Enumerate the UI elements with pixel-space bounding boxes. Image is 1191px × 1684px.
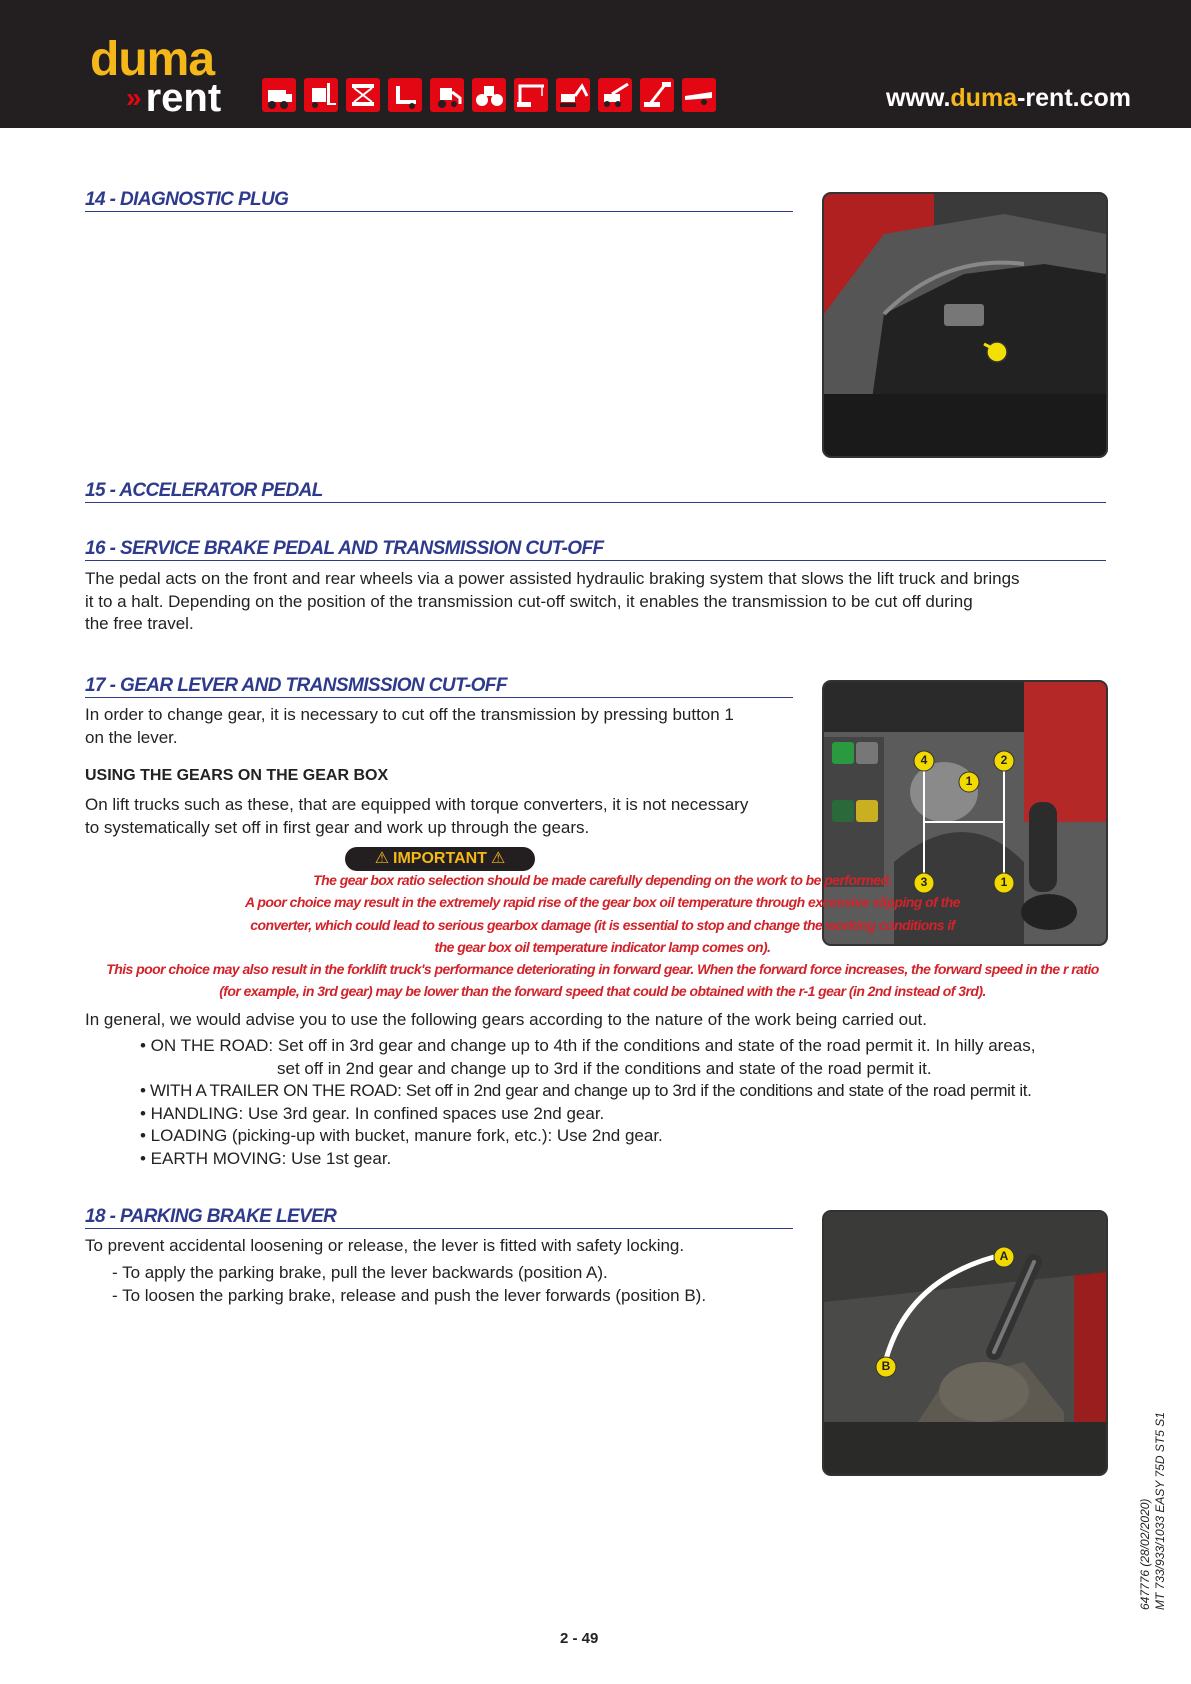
list-item-road-continued: set off in 2nd gear and change up to 3rd if the conditions and state of the road permit it.	[277, 1058, 932, 1078]
compactor-icon	[472, 78, 506, 112]
pallet-truck-icon	[388, 78, 422, 112]
warning-line: converter, which could lead to serious gearbox damage (it is essential to stop and change the working conditions if	[250, 916, 955, 933]
doc-ref-line-2: MT 733/933/1033 EASY 75D ST5 S1	[1153, 1412, 1167, 1610]
forklift-icon	[304, 78, 338, 112]
parking-step-release: - To loosen the parking brake, release and push the lever forwards (position B).	[112, 1285, 707, 1305]
section-16-body	[85, 568, 1115, 636]
section-16-body-line-2: it to a halt. Depending on the position of the transmission cut-off switch, it enables the transmission to be cut off during	[85, 591, 973, 611]
warning-line: A poor choice may result in the extremely rapid rise of the gear box oil temperature through excessive slipping of the	[245, 894, 960, 911]
gear-label-1: 1	[1000, 875, 1008, 889]
boom-lift-icon	[640, 78, 674, 112]
parking-brake-photo	[822, 1210, 1108, 1476]
website-highlight: duma	[950, 84, 1018, 112]
position-label-b: B	[881, 1359, 891, 1373]
skid-steer-icon	[262, 78, 296, 112]
logo-rent-text: rent	[145, 76, 222, 120]
general-advice: In general, we would advise you to use the following gears according to the nature of the work being carried out.	[85, 1010, 928, 1029]
gear-label-2: 2	[1000, 753, 1008, 767]
gear-usage-list	[140, 1035, 1120, 1170]
trailer-icon	[682, 78, 716, 112]
section-17-intro	[85, 704, 805, 749]
cutoff-button-label-1: 1	[965, 774, 973, 788]
page-header	[0, 0, 1191, 128]
gear-box-subheading: USING THE GEARS ON THE GEAR BOX	[85, 767, 389, 784]
scissor-lift-icon	[346, 78, 380, 112]
list-item-road: • ON THE ROAD: Set off in 3rd gear and change up to 4th if the conditions and state of the road permit it. In hilly areas,	[140, 1036, 1036, 1055]
section-17-intro-line-2: on the lever.	[85, 727, 178, 747]
logo-arrow: »	[126, 82, 142, 113]
diagnostic-plug-photo	[822, 192, 1108, 458]
warning-line: (for example, in 3rd gear) may be lower than the forward speed that could be obtained with the r-1 gear (in 2nd instead of 3rd).	[219, 983, 986, 1000]
section-18-body: To prevent accidental loosening or release, the lever is fitted with safety locking.	[85, 1236, 685, 1255]
section-17-intro-line-1: In order to change gear, it is necessary to cut off the transmission by pressing button 1	[85, 705, 734, 724]
loader-icon	[430, 78, 464, 112]
position-label-a: A	[999, 1249, 1009, 1263]
gear-box-paragraph	[85, 794, 805, 839]
telehandler-icon	[598, 78, 632, 112]
section-16-title: 16 - SERVICE BRAKE PEDAL AND TRANSMISSION CUT-OFF	[85, 538, 1106, 561]
section-16-body-line-3: the free travel.	[85, 614, 194, 633]
doc-ref-line-1: 647776 (28/02/2020)	[1138, 1498, 1152, 1610]
important-badge	[345, 847, 535, 871]
logo-rent	[126, 78, 221, 118]
list-item-trailer: • WITH A TRAILER ON THE ROAD: Set off in 2nd gear and change up to 3rd if the conditions and state of the road permit it.	[140, 1081, 1032, 1100]
section-15-title: 15 - ACCELERATOR PEDAL	[85, 480, 1106, 503]
page-number: 2 - 49	[560, 1630, 599, 1647]
warning-line: the gear box oil temperature indicator lamp comes on).	[434, 938, 771, 955]
warning-triangle-icon: ⚠	[374, 850, 390, 867]
list-item-handling: • HANDLING: Use 3rd gear. In confined spaces use 2nd gear.	[140, 1103, 605, 1123]
logo-duma: duma	[90, 33, 215, 86]
gear-box-paragraph-line-2: to systematically set off in first gear and work up through the gears.	[85, 817, 590, 837]
duma-rent-logo	[90, 33, 222, 120]
gear-label-3: 3	[920, 875, 928, 889]
warning-line: This poor choice may also result in the forklift truck's performance deteriorating in forward gear. When the forward force increases, the forward speed in the r ratio	[106, 961, 1099, 978]
section-16-body-line-1: The pedal acts on the front and rear wheels via a power assisted hydraulic braking system that slows the lift truck and brings	[85, 569, 1020, 588]
website-url[interactable]	[886, 84, 1131, 113]
section-17-title: 17 - GEAR LEVER AND TRANSMISSION CUT-OFF	[85, 675, 793, 698]
parking-step-apply: - To apply the parking brake, pull the lever backwards (position A).	[112, 1263, 608, 1282]
gear-box-paragraph-line-1: On lift trucks such as these, that are equipped with torque converters, it is not necessary	[85, 795, 749, 814]
section-14-title: 14 - DIAGNOSTIC PLUG	[85, 189, 793, 212]
document-reference	[1138, 1412, 1168, 1610]
important-label: IMPORTANT	[393, 850, 487, 867]
excavator-icon	[556, 78, 590, 112]
parking-brake-steps	[112, 1262, 706, 1307]
gear-box-warning	[60, 869, 1145, 1003]
website-suffix: -rent.com	[1017, 84, 1131, 112]
section-18-title: 18 - PARKING BRAKE LEVER	[85, 1206, 793, 1229]
warning-triangle-icon: ⚠	[490, 850, 506, 867]
crane-icon	[514, 78, 548, 112]
website-prefix: www.	[886, 84, 951, 112]
list-item-loading: • LOADING (picking-up with bucket, manure fork, etc.): Use 2nd gear.	[140, 1126, 663, 1145]
gear-label-4: 4	[920, 753, 928, 767]
warning-line: The gear box ratio selection should be made carefully depending on the work to be performed.	[313, 872, 892, 888]
list-item-earth-moving: • EARTH MOVING: Use 1st gear.	[140, 1148, 392, 1168]
